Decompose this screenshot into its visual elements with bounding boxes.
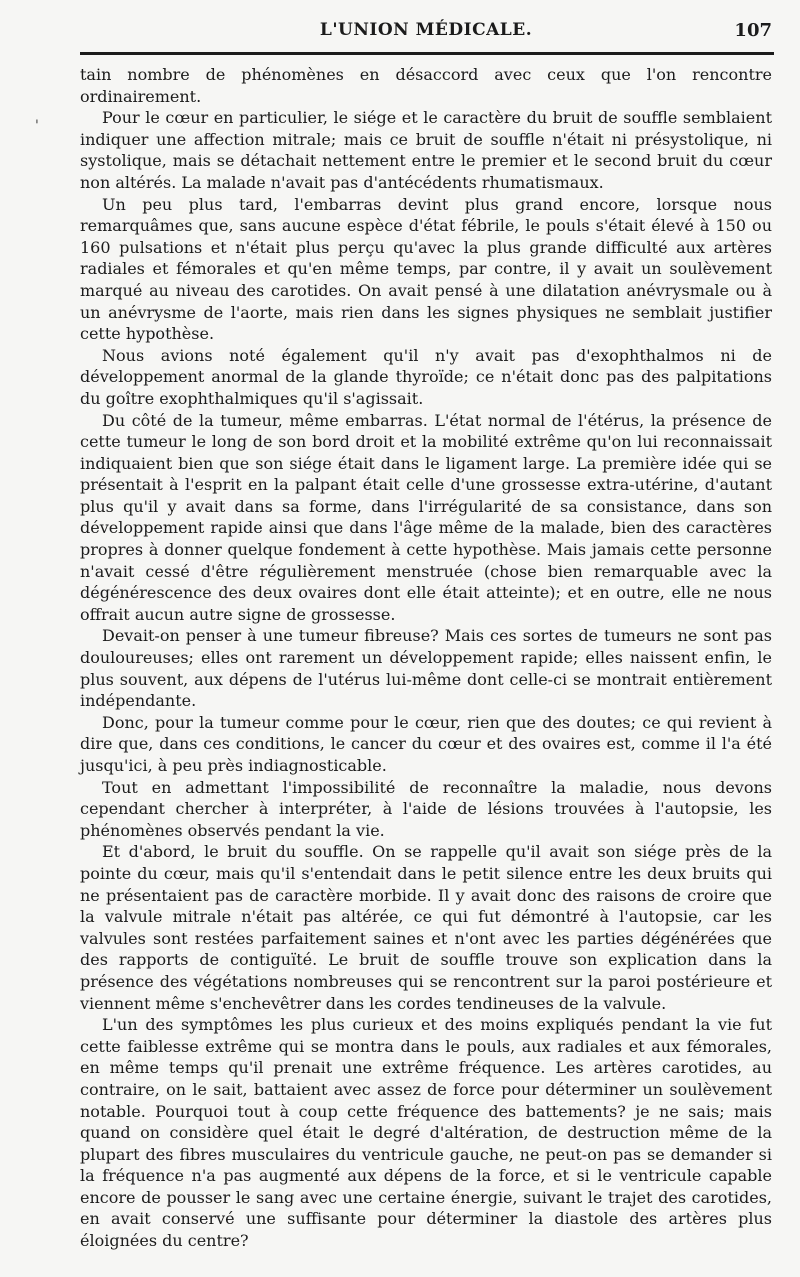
page-header <box>80 14 772 54</box>
paragraph-6: Devait-on penser à une tumeur fibreuse? Mais ces sortes de tumeurs ne sont pas douloureuses; elles ont rarement un développement rapide; elles naissent enfin, le plus souvent, aux dépens de l'utérus lui-même dont celle-ci se montrait entièrement indépendante. <box>80 626 772 711</box>
header-rule <box>80 52 774 55</box>
margin-mark: ' <box>35 118 39 134</box>
paragraph-7: Donc, pour la tumeur comme pour le cœur, rien que des doutes; ce qui revient à dire que, dans ces conditions, le cancer du cœur et des ovaires est, comme il l'a été jusqu'ici, à peu près indiagnosticable. <box>80 712 772 775</box>
paragraph-2: Pour le cœur en particulier, le siége et le caractère du bruit de souffle semblaient indiquer une affection mitrale; mais ce bruit de souffle n'était ni présystolique, ni systolique, mais se détachait nettement entre le premier et le second bruit du cœur non altérés. La malade n'avait pas d'antécédents rhumatismaux. <box>80 108 772 192</box>
running-title: L'UNION MÉDICALE. <box>319 20 533 40</box>
paragraph-8: Tout en admettant l'impossibilité de reconnaître la maladie, nous devons cependant chercher à interpréter, à l'aide de lésions trouvées à l'autopsie, les phénomènes observés pendant la vie. <box>80 777 772 840</box>
paragraph-5: Du côté de la tumeur, même embarras. L'état normal de l'étérus, la présence de cette tumeur le long de son bord droit et la mobilité extrême qu'on lui reconnaissait indiquaient bien que son siége était dans le ligament large. La première idée qui se présentait à l'esprit en la palpant était celle d'une grossesse extra-utérine, d'autant plus qu'il y avait dans sa forme, dans l'irrégularité de sa consistance, dans son développement rapide ainsi que dans l'âge même de la malade, bien des caractères propres à donner quelque fondement à cette hypothèse. Mais jamais cette personne n'avait cessé d'être régulièrement menstruée (chose bien remarquable avec la dégénérescence des deux ovaires dont elle était atteinte); et en outre, elle ne nous offrait aucun autre signe de grossesse. <box>80 410 772 624</box>
paragraph-9: Et d'abord, le bruit du souffle. On se rappelle qu'il avait son siége près de la pointe du cœur, mais qu'il s'entendait dans le petit silence entre les deux bruits qui ne présentaient pas de caractère morbide. Il y avait donc des raisons de croire que la valvule mitrale n'était pas altérée, ce qui fut démontré à l'autopsie, car les valvules sont restées parfaitement saines et n'ont avec les parties dégénérées que des rapports de contiguïté. Le bruit de souffle trouve son explication dans la présence des végétations nombreuses qui se rencontrent sur la paroi postérieure et viennent même s'enchevêtrer dans les cordes tendineuses de la valvule. <box>80 842 772 1013</box>
body-text <box>80 64 772 1252</box>
paragraph-10: L'un des symptômes les plus curieux et des moins expliqués pendant la vie fut cette faiblesse extrême qui se montra dans le pouls, aux radiales et aux fémorales, en même temps qu'il prenait une extrême fréquence. Les artères carotides, au contraire, on le sait, battaient avec assez de force pour déterminer un soulèvement notable. Pourquoi tout à coup cette fréquence des battements? je ne sais; mais quand on considère quel était le degré d'altération, de destruction même de la plupart des fibres musculaires du ventricule gauche, ne peut-on pas se demander si la fréquence n'a pas augmenté aux dépens de la force, et si le ventricule capable encore de pousser le sang avec une certaine énergie, suivant le trajet des carotides, en avait conservé une suffisante pour déterminer la diastole des artères plus éloignées du centre? <box>80 1015 772 1251</box>
page-number: 107 <box>734 20 772 41</box>
paragraph-4: Nous avions noté également qu'il n'y avait pas d'exophthalmos ni de développement anormal de la glande thyroïde; ce n'était donc pas des palpitations du goître exophthalmiques qu'il s'agissait. <box>80 345 772 408</box>
paragraph-1: tain nombre de phénomènes en désaccord avec ceux que l'on rencontre ordinairement. <box>80 65 772 106</box>
paragraph-3: Un peu plus tard, l'embarras devint plus grand encore, lorsque nous remarquâmes que, sans aucune espèce d'état fébrile, le pouls s'était élevé à 150 ou 160 pulsations et n'était plus perçu qu'avec la plus grande difficulté aux artères radiales et fémorales et qu'en même temps, par contre, il y avait un soulèvement marqué au niveau des carotides. On avait pensé à une dilatation anévrysmale ou à un anévrysme de l'aorte, mais rien dans les signes physiques ne semblait justifier cette hypothèse. <box>80 194 772 344</box>
